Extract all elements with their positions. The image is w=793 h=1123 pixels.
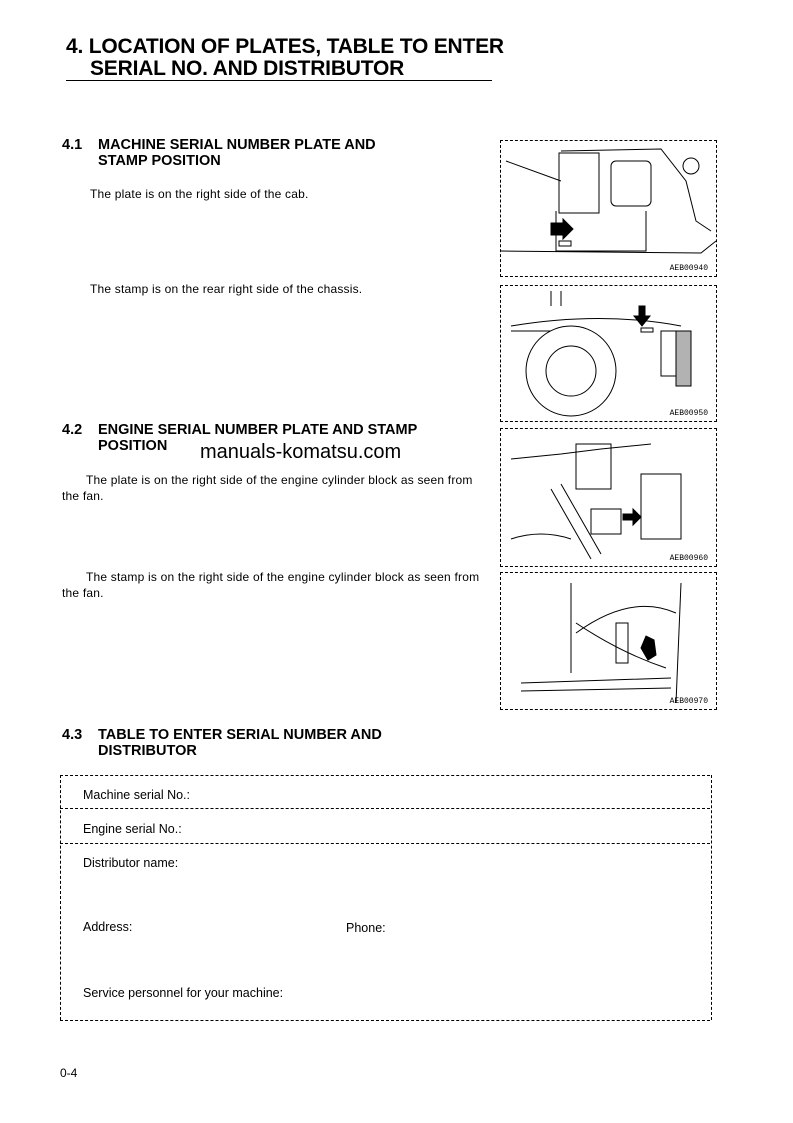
page-number: 0-4 [60,1066,78,1080]
watermark: manuals-komatsu.com [200,441,402,463]
section-4-1-heading [62,137,376,169]
serial-table [60,775,712,1020]
heading-line: DISTRIBUTOR [98,743,197,759]
heading-line: STAMP POSITION [98,153,221,169]
figure-label: AEB00960 [669,554,708,563]
heading-line: MACHINE SERIAL NUMBER PLATE AND [98,137,376,153]
section-4-3-heading [62,727,382,759]
table-rule [60,1020,710,1021]
machine-serial-field[interactable]: Machine serial No.: [83,788,190,802]
paragraph: The stamp is on the right side of the engine cylinder block as seen from the fan. [62,570,480,600]
heading-line: POSITION [98,438,168,454]
title-underline [66,80,492,81]
figure-label: AEB00970 [669,697,708,706]
figure-label: AEB00950 [669,409,708,418]
address-field[interactable]: Address: [83,920,133,934]
table-rule [60,808,710,809]
paragraph: The plate is on the right side of the engine cylinder block as seen from the fan. [62,473,473,503]
section-number: 4.3 [62,727,83,743]
figure-cab-plate [500,140,717,277]
title-line-1: 4. LOCATION OF PLATES, TABLE TO ENTER [66,35,504,58]
paragraph: The stamp is on the rear right side of the chassis. [90,282,363,296]
section-number: 4.2 [62,422,83,438]
heading-line: TABLE TO ENTER SERIAL NUMBER AND [98,727,382,743]
figure-engine-stamp [500,572,717,710]
figure-label: AEB00940 [669,264,708,273]
figure-chassis-stamp [500,285,717,422]
heading-line: ENGINE SERIAL NUMBER PLATE AND STAMP [98,422,418,438]
distributor-name-field[interactable]: Distributor name: [83,856,179,870]
phone-field[interactable]: Phone: [346,921,386,935]
table-rule [60,775,710,776]
section-number: 4.1 [62,137,83,153]
engine-serial-field[interactable]: Engine serial No.: [83,822,182,836]
table-rule [60,843,710,844]
figure-engine-plate [500,428,717,567]
title-line-2: SERIAL NO. AND DISTRIBUTOR [90,57,405,80]
paragraph: The plate is on the right side of the cab. [90,187,309,201]
page-title [66,36,504,80]
service-personnel-field[interactable]: Service personnel for your machine: [83,986,284,1000]
